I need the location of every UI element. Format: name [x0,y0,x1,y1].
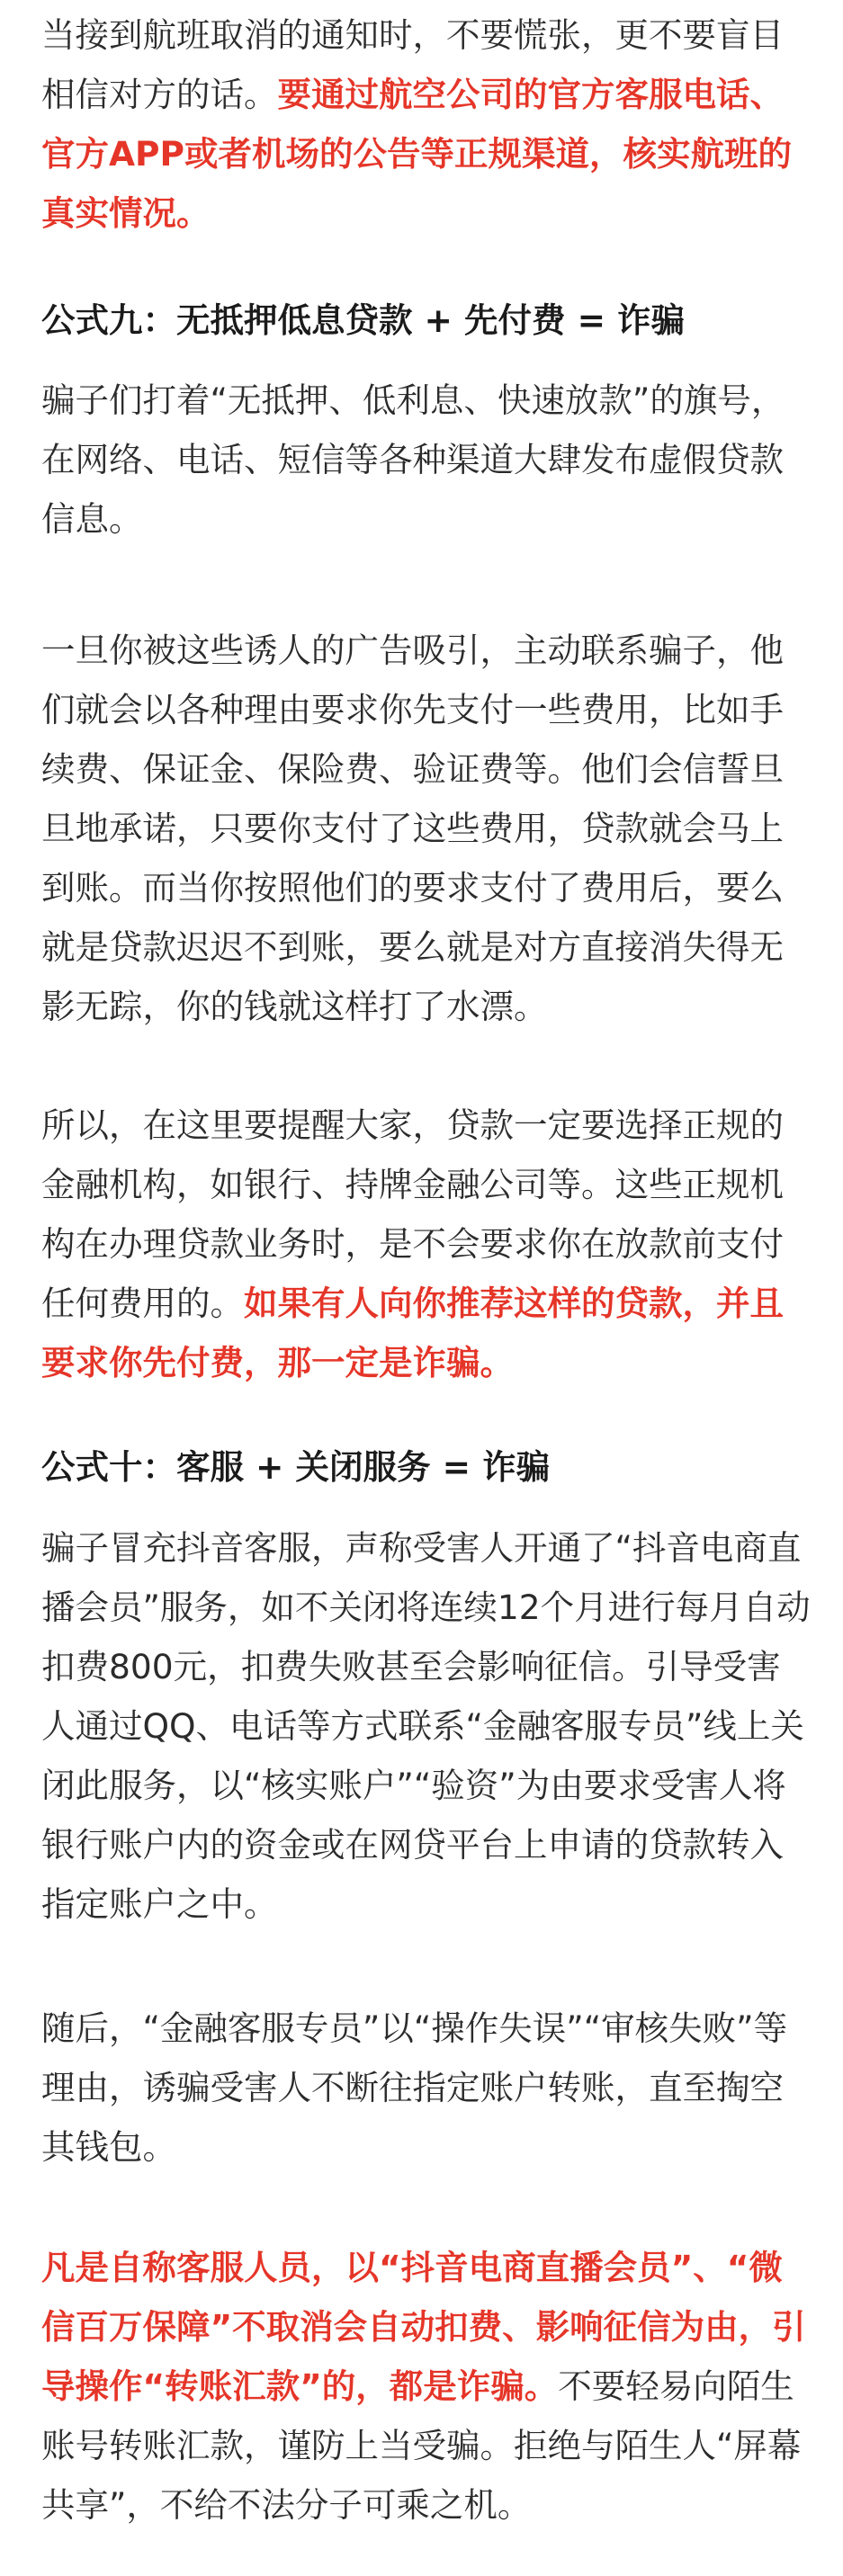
paragraph-fake-loan-ads: 骗子们打着“无抵押、低利息、快速放款”的旗号，在网络、电话、短信等各种渠道大肆发布虚假贷款信息。 [41,380,785,539]
paragraph-fake-loan-fees: 一旦你被这些诱人的广告吸引，主动联系骗子，他们就会以各种理由要求你先支付一些费用，比如手续费、保证金、保险费、验证费等。他们会信誓旦旦地承诺，只要你支付了这些费用，贷款就会马上到账。而当你按照他们的要求支付了费用后，要么就是贷款迟迟不到账，要么就是对方直接消失得无影无踪，你的钱就这样打了水漂。 [41,631,784,1026]
paragraph-repeated-transfers: 随后，“金融客服专员”以“操作失误”“审核失败”等理由，诱骗受害人不断往指定账户转账，直至掏空其钱包。 [41,2008,788,2167]
paragraph-text: 当接到航班取消的通知时，不要慌张，更不要盲目相信对方的话。 [41,15,784,114]
paragraph-text: 所以，在这里要提醒大家，贷款一定要选择正规的金融机构，如银行、持牌金融公司等。这些正规机构在办理贷款业务时，是不会要求你在放款前支付任何费用的。 [41,1105,784,1323]
paragraph-text: 不要轻易向陌生账号转账汇款，谨防上当受骗。拒绝与陌生人“屏幕共享”，不给不法分子可乘之机。 [41,2366,802,2525]
paragraph-loan-reminder [41,1096,813,1392]
highlighted-warning: 要通过航空公司的官方客服电话、官方APP或者机场的公告等正规渠道，核实航班的真实情况。 [41,75,792,233]
formula-ten-heading: 公式十：客服 + 关闭服务 = 诈骗 [41,1447,551,1487]
highlighted-warning: 凡是自称客服人员，以“抖音电商直播会员”、“微信百万保障”不取消会自动扣费、影响征信为由，引导操作“转账汇款”的，都是诈骗。 [41,2248,806,2406]
highlighted-warning: 如果有人向你推荐这样的贷款，并且要求你先付费，那一定是诈骗。 [41,1284,784,1382]
paragraph-customer-service-warning [41,2238,813,2535]
paragraph-fake-customer-service: 骗子冒充抖音客服，声称受害人开通了“抖音电商直播会员”服务，如不关闭将连续12个月进行每月自动扣费800元，扣费失败甚至会影响征信。引导受害人通过QQ、电话等方式联系“金融客服专员”线上关闭此服务，以“核实账户”“验资”为由要求受害人将银行账户内的资金或在网贷平台上申请的贷款转入指定账户之中。 [41,1528,811,1924]
paragraph-flight-cancel-advice [41,5,813,243]
formula-nine-heading: 公式九：无抵押低息贷款 + 先付费 = 诈骗 [41,300,686,340]
